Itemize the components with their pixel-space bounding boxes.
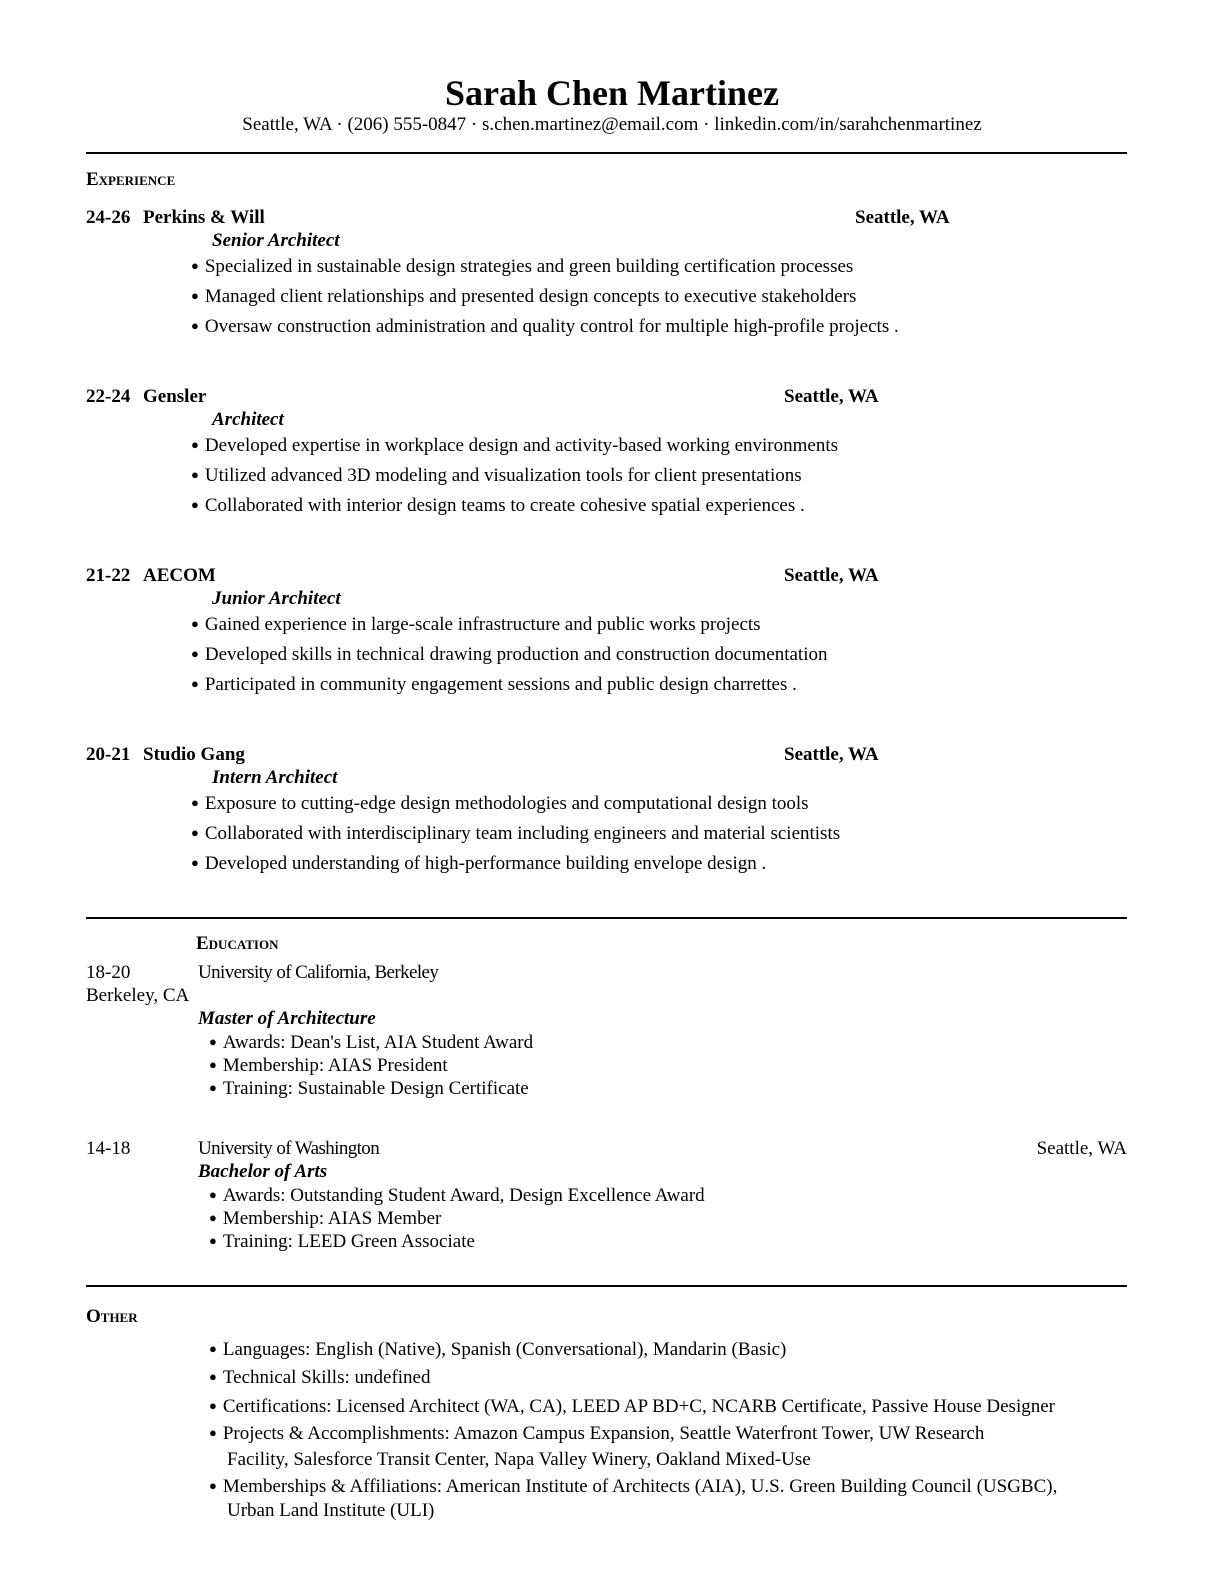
job-role: Junior Architect bbox=[212, 588, 341, 609]
job-bullet: ● Developed understanding of high-performance building envelope design . bbox=[191, 853, 766, 875]
divider bbox=[86, 917, 1127, 919]
school-location: Berkeley, CA bbox=[86, 985, 190, 1006]
other-item: ● Technical Skills: undefined bbox=[209, 1367, 430, 1389]
job-bullet: ● Developed skills in technical drawing production and construction documentation bbox=[191, 644, 827, 666]
experience-heading: Experience bbox=[86, 169, 176, 190]
other-item: ● Projects & Accomplishments: Amazon Campus Expansion, Seattle Waterfront Tower, UW Research bbox=[209, 1423, 984, 1445]
school-degree: Master of Architecture bbox=[198, 1008, 376, 1029]
job-role: Architect bbox=[212, 409, 284, 430]
job-location: Seattle, WA bbox=[855, 207, 950, 228]
job-bullet: ● Collaborated with interior design teams to create cohesive spatial experiences . bbox=[191, 495, 805, 517]
school-bullet: ● Membership: AIAS Member bbox=[209, 1208, 441, 1230]
job-bullet: ● Managed client relationships and presented design concepts to executive stakeholders bbox=[191, 286, 856, 308]
divider bbox=[86, 152, 1127, 154]
school-bullet: ● Awards: Dean's List, AIA Student Award bbox=[209, 1032, 533, 1054]
job-bullet: ● Oversaw construction administration and quality control for multiple high-profile projects . bbox=[191, 316, 899, 338]
education-heading: Education bbox=[196, 933, 279, 954]
job-company: AECOM bbox=[143, 565, 216, 586]
school-bullet: ● Training: Sustainable Design Certificate bbox=[209, 1078, 529, 1100]
other-item: ● Languages: English (Native), Spanish (Conversational), Mandarin (Basic) bbox=[209, 1339, 786, 1361]
school-bullet: ● Awards: Outstanding Student Award, Design Excellence Award bbox=[209, 1185, 705, 1207]
job-role: Intern Architect bbox=[212, 767, 338, 788]
job-bullet: ● Participated in community engagement sessions and public design charrettes . bbox=[191, 674, 797, 696]
school-dates: 18-20 bbox=[86, 962, 131, 983]
resume-name: Sarah Chen Martinez bbox=[445, 73, 779, 113]
school-bullet: ● Training: LEED Green Associate bbox=[209, 1231, 475, 1253]
school-dates: 14-18 bbox=[86, 1138, 131, 1159]
job-location: Seattle, WA bbox=[784, 386, 879, 407]
contact-line: Seattle, WA · (206) 555-0847 · s.chen.martinez@email.com · linkedin.com/in/sarahchenmartinez bbox=[242, 114, 982, 135]
job-bullet: ● Specialized in sustainable design strategies and green building certification processes bbox=[191, 256, 853, 278]
job-company: Perkins & Will bbox=[143, 207, 265, 228]
school-location: Seattle, WA bbox=[1036, 1138, 1127, 1159]
other-item-continuation: Urban Land Institute (ULI) bbox=[227, 1500, 435, 1521]
job-location: Seattle, WA bbox=[784, 744, 879, 765]
job-bullet: ● Gained experience in large-scale infrastructure and public works projects bbox=[191, 614, 761, 636]
other-item: ● Memberships & Affiliations: American Institute of Architects (AIA), U.S. Green Building Council (USGBC), bbox=[209, 1476, 1057, 1498]
job-dates: 24-26 bbox=[86, 207, 131, 228]
job-dates: 21-22 bbox=[86, 565, 131, 586]
other-heading: Other bbox=[86, 1306, 138, 1327]
job-company: Gensler bbox=[143, 386, 207, 407]
other-item-continuation: Facility, Salesforce Transit Center, Napa Valley Winery, Oakland Mixed-Use bbox=[227, 1449, 811, 1470]
job-dates: 22-24 bbox=[86, 386, 131, 407]
job-role: Senior Architect bbox=[212, 230, 340, 251]
other-item: ● Certifications: Licensed Architect (WA, CA), LEED AP BD+C, NCARB Certificate, Passive House Designer bbox=[209, 1396, 1055, 1418]
job-dates: 20-21 bbox=[86, 744, 131, 765]
school-degree: Bachelor of Arts bbox=[198, 1161, 328, 1182]
job-bullet: ● Collaborated with interdisciplinary team including engineers and material scientists bbox=[191, 823, 840, 845]
job-bullet: ● Exposure to cutting-edge design methodologies and computational design tools bbox=[191, 793, 809, 815]
job-bullet: ● Developed expertise in workplace design and activity-based working environments bbox=[191, 435, 838, 457]
job-company: Studio Gang bbox=[143, 744, 245, 765]
school-bullet: ● Membership: AIAS President bbox=[209, 1055, 448, 1077]
school-name: University of Washington bbox=[198, 1138, 380, 1159]
divider bbox=[86, 1285, 1127, 1287]
job-location: Seattle, WA bbox=[784, 565, 879, 586]
school-name: University of California, Berkeley bbox=[198, 962, 439, 983]
job-bullet: ● Utilized advanced 3D modeling and visualization tools for client presentations bbox=[191, 465, 802, 487]
